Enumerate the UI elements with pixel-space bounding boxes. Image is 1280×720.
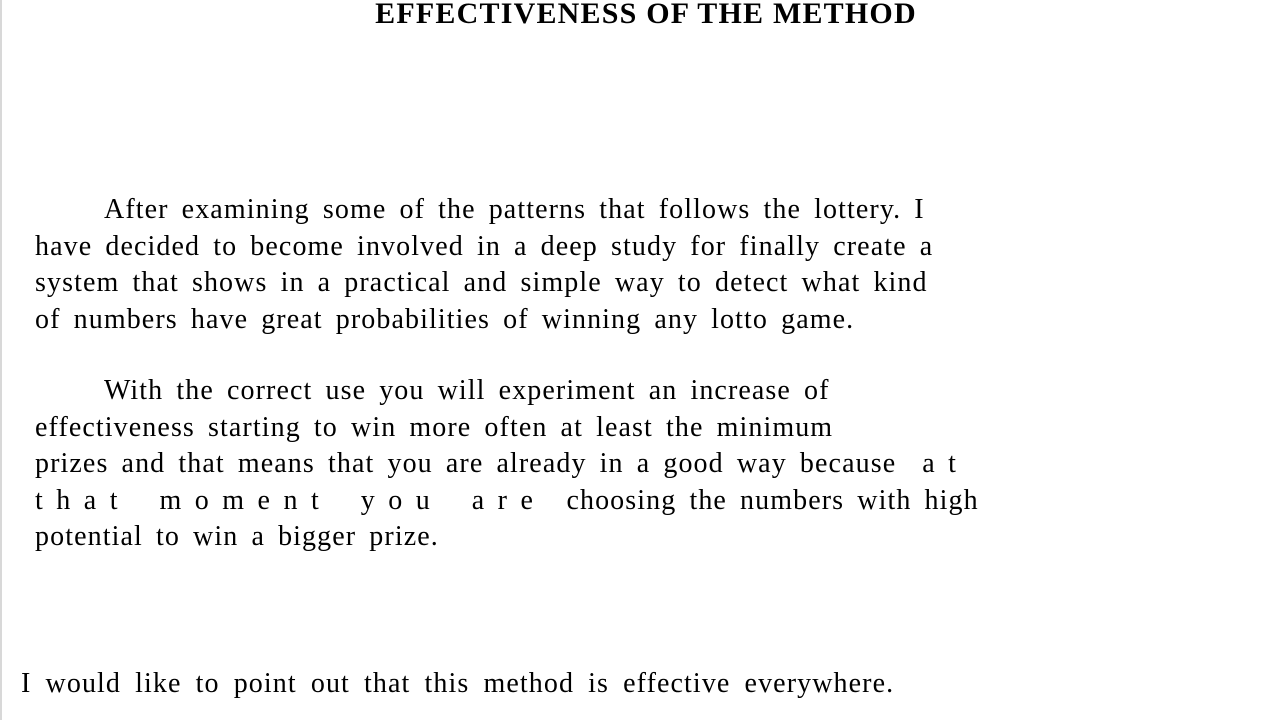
paragraph-line: With the correct use you will experiment an increase of xyxy=(104,375,830,406)
paragraph-line: potential to win a bigger prize. xyxy=(35,521,439,553)
paragraph-intro xyxy=(35,192,933,338)
paragraph-line: of numbers have great probabilities of winning any lotto game. xyxy=(35,303,855,335)
paragraph-effectiveness xyxy=(35,373,979,556)
paragraph-line: After examining some of the patterns that follows the lottery. I xyxy=(104,194,925,225)
paragraph-line: system that shows in a practical and simple way to detect what kind xyxy=(35,267,928,299)
paragraph-line xyxy=(35,446,979,483)
paragraph-line: have decided to become involved in a deep study for finally create a xyxy=(35,230,934,262)
paragraph-line-text: choosing the numbers with high xyxy=(566,484,979,516)
page-title: EFFECTIVENESS OF THE METHOD xyxy=(375,0,917,30)
closing-statement: I would like to point out that this method is effective everywhere. xyxy=(21,668,895,699)
paragraph-line xyxy=(35,483,979,520)
paragraph-line-text: prizes and that means that you are already in a good way because xyxy=(35,448,897,480)
paragraph-line-spread-text: that moment you are xyxy=(35,484,547,516)
paragraph-line-spread-text: at xyxy=(922,448,970,480)
paragraph-line: effectiveness starting to win more often at least the minimum xyxy=(35,411,834,443)
page-left-edge xyxy=(0,0,2,720)
